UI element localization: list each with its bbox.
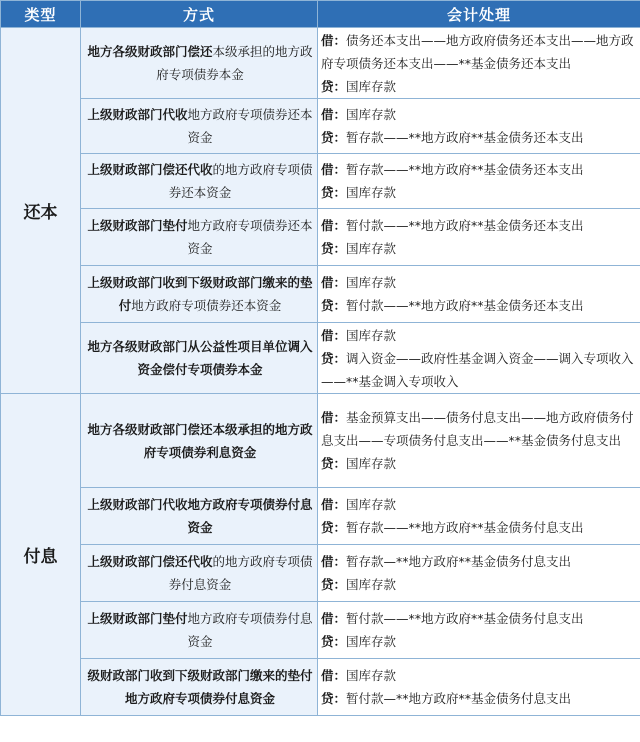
accounting-cell [318,602,640,659]
entry-line [321,452,636,475]
entry-line [321,516,636,539]
method-text: 地方政府专项债券还本资金 [187,107,313,145]
entry-label: 借： [321,554,347,569]
entry-line [321,630,636,653]
method-text: 地方各级财政部门偿还 [87,44,213,59]
entry-label: 贷： [321,350,347,366]
entry-label: 贷： [321,298,347,313]
entry-label: 借： [321,162,347,177]
entry-line [321,607,636,630]
header-method: 方式 [81,1,318,28]
entry-line [321,271,636,294]
method-text: 上级财政部门垫付 [87,611,188,626]
method-text: 上级财政部门偿还代收 [87,554,213,569]
accounting-cell [318,545,640,602]
entry-line [321,158,636,181]
entry-line [321,75,636,98]
accounting-cell [318,266,640,323]
table-row [1,323,640,394]
method-cell [81,266,318,323]
method-text: 地方各级财政部门从公益性项目单位调入资金偿付专项债券本金 [87,339,313,377]
entry-line [321,406,636,452]
entry-text: 暂存款——**地方政府**基金债务还本支出 [346,162,584,177]
method-cell [81,209,318,266]
table-row [1,545,640,602]
method-text: 的地方政府专项债券还本资金 [168,162,313,200]
entry-text: 国库存款 [346,634,397,649]
method-text: 地方政府专项债券付息资金 [187,611,313,649]
accounting-cell [318,99,640,154]
entry-label: 贷： [321,78,347,94]
accounting-cell [318,28,640,99]
method-text: 上级财政部门代收地方政府专项债券付息资金 [87,497,313,535]
entry-text: 国库存款 [346,275,397,290]
method-text: 上级财政部门垫付 [87,218,188,233]
entry-label: 贷： [321,634,347,649]
table-row [1,28,640,99]
entry-line [321,126,636,149]
table-row [1,266,640,323]
entry-text: 国库存款 [346,456,397,471]
table-row [1,488,640,545]
entry-label: 借： [321,668,347,683]
entry-text: 国库存款 [346,78,397,94]
entry-text: 国库存款 [346,107,397,122]
entry-text: 国库存款 [346,327,397,343]
method-text: 地方政府专项债券还本资金 [131,298,282,313]
accounting-cell [318,323,640,394]
entry-label: 贷： [321,456,347,471]
method-text: 级财政部门收到下级财政部门缴来的垫付地方政府专项债券付息资金 [87,668,313,706]
method-cell [81,602,318,659]
type-cell: 还本 [1,28,81,394]
entry-label: 借： [321,611,347,626]
entry-label: 贷： [321,577,347,592]
accounting-cell [318,488,640,545]
entry-label: 借： [321,32,347,48]
entry-label: 借： [321,327,347,343]
table-row [1,659,640,716]
method-text: 的地方政府专项债券付息资金 [168,554,313,592]
entry-text: 暂存款—**地方政府**基金债务付息支出 [346,554,572,569]
method-text: 地方政府专项债券还本资金 [187,218,313,256]
method-cell [81,99,318,154]
entry-label: 贷： [321,241,347,256]
method-cell [81,545,318,602]
entry-label: 贷： [321,691,347,706]
entry-text: 暂存款——**地方政府**基金债务付息支出 [346,520,584,535]
entry-label: 借： [321,218,347,233]
method-text: 本级承担的地方政府专项债券本金 [156,44,313,82]
table-row [1,394,640,488]
method-text: 地方各级财政部门偿还本级承担的地方政府专项债券利息资金 [87,421,313,460]
header-accounting: 会计处理 [318,1,640,28]
entry-text: 国库存款 [346,241,397,256]
method-cell [81,659,318,716]
method-cell [81,394,318,488]
entry-text: 暂存款——**地方政府**基金债务还本支出 [346,130,584,145]
entry-line [321,237,636,260]
entry-text: 基金预算支出——债务付息支出——地方政府债务付息支出——专项债务付息支出——**基金债务付息支出 [321,410,634,448]
entry-line [321,687,636,710]
entry-text: 暂付款—**地方政府**基金债务付息支出 [346,691,572,706]
table-row [1,209,640,266]
entry-label: 贷： [321,185,347,200]
accounting-cell [318,394,640,488]
entry-text: 国库存款 [346,668,397,683]
method-cell [81,488,318,545]
entry-line [321,29,636,75]
entry-text: 国库存款 [346,577,397,592]
accounting-cell [318,209,640,266]
table-body [1,28,640,716]
entry-text: 暂付款——**地方政府**基金债务付息支出 [346,611,584,626]
method-text: 上级财政部门代收 [87,107,188,122]
entry-label: 贷： [321,130,347,145]
entry-label: 借： [321,107,347,122]
accounting-cell [318,154,640,209]
entry-label: 贷： [321,520,347,535]
entry-line [321,294,636,317]
entry-line [321,214,636,237]
method-text: 上级财政部门收到下级财政部门缴来的垫付 [87,275,313,313]
accounting-cell [318,659,640,716]
method-text: 上级财政部门偿还代收 [87,162,213,177]
table-row [1,154,640,209]
entry-line [321,324,636,347]
entry-text: 国库存款 [346,497,397,512]
table-row [1,99,640,154]
entry-label: 借： [321,497,347,512]
entry-line [321,573,636,596]
method-cell [81,323,318,394]
type-cell: 付息 [1,394,81,716]
entry-line [321,347,636,393]
entry-text: 国库存款 [346,185,397,200]
header-type: 类型 [1,1,81,28]
method-cell [81,28,318,99]
entry-text: 暂付款——**地方政府**基金债务还本支出 [346,218,584,233]
entry-text: 债务还本支出——地方政府债务还本支出——地方政府专项债务还本支出——**基金债务还本支出 [321,32,634,71]
entry-text: 调入资金——政府性基金调入资金——调入专项收入——**基金调入专项收入 [321,350,634,389]
table-row [1,602,640,659]
entry-line [321,181,636,204]
entry-text: 暂付款——**地方政府**基金债务还本支出 [346,298,584,313]
entry-line [321,493,636,516]
entry-line [321,550,636,573]
method-cell [81,154,318,209]
entry-label: 借： [321,275,347,290]
entry-line [321,103,636,126]
entry-line [321,664,636,687]
entry-label: 借： [321,410,347,425]
header-row [1,1,640,28]
